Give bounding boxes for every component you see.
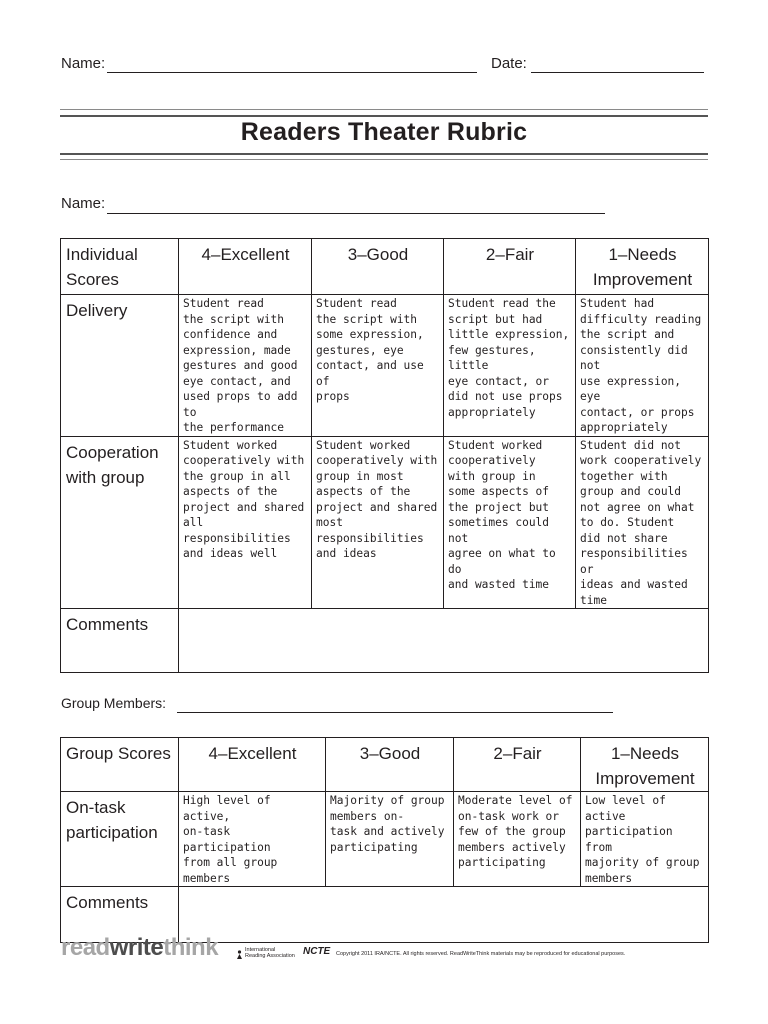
header-good: 3–Good [312, 239, 444, 295]
header-needs-improvement: 1–Needs Improvement [576, 239, 709, 295]
cell-ontask-excellent: High level of active, on-task participation from all group members [179, 792, 326, 887]
cell-cooperation-excellent: Student worked cooperatively with the group in all aspects of the project and shared all responsibilities and ideas well [179, 436, 312, 609]
readwritethink-logo: readwritethink [61, 934, 219, 961]
cell-cooperation-fair: Student worked cooperatively with group in some aspects of the project but sometimes could not agree on what to do and wasted time [444, 436, 576, 609]
header-individual-scores: Individual Scores [61, 239, 179, 295]
ira-icon [236, 946, 243, 955]
table-row [61, 295, 709, 437]
cell-delivery-fair: Student read the script but had little expression, few gestures, little eye contact, or did not use props appropriately [444, 295, 576, 437]
header-fair: 2–Fair [454, 738, 581, 792]
page-title: Readers Theater Rubric [240, 118, 528, 146]
ncte-logo: NCTE [303, 946, 331, 957]
cell-cooperation-needs-improvement: Student did not work cooperatively together with group and could not agree on what to do. Student did not share responsibilities or ideas and wasted time [576, 436, 709, 609]
student-name-label: Name: [61, 195, 106, 212]
row-label-on-task: On-task participation [61, 792, 179, 887]
individual-rubric-table [60, 238, 709, 673]
title-rule-bottom-2 [60, 159, 708, 160]
table-row [61, 792, 709, 887]
header-group-scores: Group Scores [61, 738, 179, 792]
comments-label: Comments [61, 609, 179, 673]
cell-delivery-good: Student read the script with some expression, gestures, eye contact, and use of props [312, 295, 444, 437]
date-input-line[interactable] [531, 72, 704, 73]
header-needs-improvement: 1–Needs Improvement [581, 738, 709, 792]
row-label-delivery: Delivery [61, 295, 179, 437]
copyright-text: Copyright 2011 IRA/NCTE. All rights reserved. ReadWriteThink materials may be reproduced for educational purposes. [336, 951, 626, 957]
group-members-input-line[interactable] [177, 712, 613, 713]
group-comments-field[interactable] [179, 887, 709, 943]
title-rule-top [60, 109, 708, 110]
group-rubric-table [60, 737, 709, 943]
header-fair: 2–Fair [444, 239, 576, 295]
cell-ontask-needs-improvement: Low level of active participation from majority of group members [581, 792, 709, 887]
table-header-row [61, 738, 709, 792]
table-row [61, 436, 709, 609]
cell-ontask-fair: Moderate level of on-task work or few of the group members actively participating [454, 792, 581, 887]
name-label: Name: [61, 55, 106, 72]
group-comments-label: Comments [61, 887, 179, 943]
group-members-label: Group Members: [61, 695, 167, 711]
cell-cooperation-good: Student worked cooperatively with group in most aspects of the project and shared most responsibilities and ideas [312, 436, 444, 609]
cell-delivery-needs-improvement: Student had difficulty reading the script and consistently did not use expression, eye contact, or props appropriately [576, 295, 709, 437]
title-rule-top-2 [60, 115, 708, 117]
comments-row [61, 609, 709, 673]
header-excellent: 4–Excellent [179, 239, 312, 295]
student-name-input-line[interactable] [107, 213, 605, 214]
comments-field[interactable] [179, 609, 709, 673]
header-excellent: 4–Excellent [179, 738, 326, 792]
table-header-row [61, 239, 709, 295]
ira-text: International Reading Association [245, 947, 295, 959]
name-input-line[interactable] [107, 72, 477, 73]
title-rule-bottom [60, 153, 708, 155]
date-label: Date: [491, 55, 527, 72]
row-label-cooperation: Cooperation with group [61, 436, 179, 609]
header-good: 3–Good [326, 738, 454, 792]
cell-ontask-good: Majority of group members on- task and actively participating [326, 792, 454, 887]
cell-delivery-excellent: Student read the script with confidence and expression, made gestures and good eye contact, and used props to add to the performance [179, 295, 312, 437]
